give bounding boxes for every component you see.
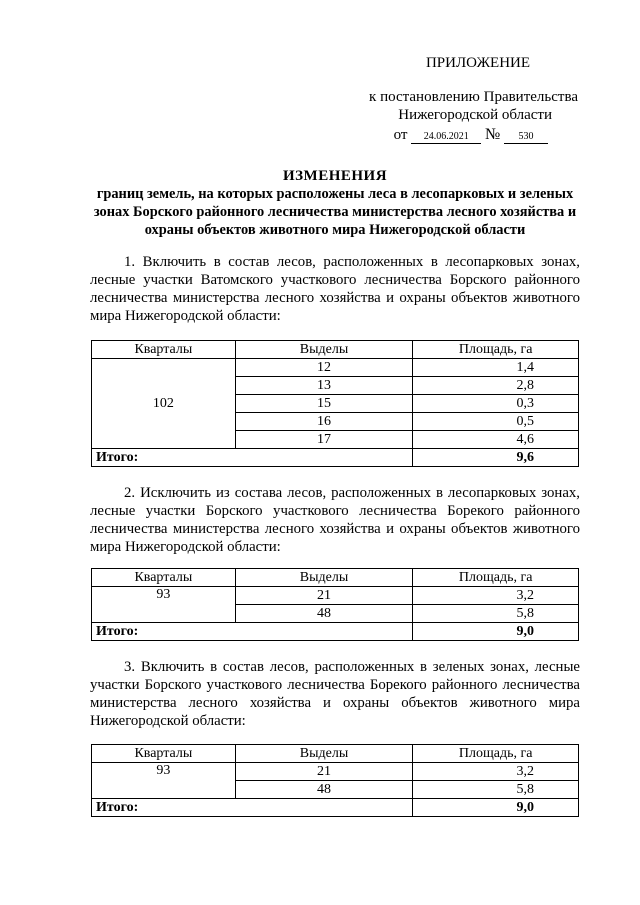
table-header-row — [92, 569, 579, 587]
plot-cell: 48 — [235, 781, 413, 799]
table-row — [92, 359, 579, 377]
table-header-row — [92, 341, 579, 359]
plot-cell: 12 — [235, 359, 413, 377]
header-plots: Выделы — [235, 745, 413, 763]
total-value: 9,0 — [413, 623, 579, 641]
quarter-cell: 93 — [92, 763, 236, 799]
plot-cell: 21 — [235, 587, 413, 605]
section-3-table — [91, 744, 579, 817]
table-row — [92, 587, 579, 605]
section-1-table — [91, 340, 579, 467]
plot-cell: 17 — [235, 431, 413, 449]
area-cell: 0,5 — [413, 413, 579, 431]
quarter-cell: 102 — [92, 359, 236, 449]
plot-cell: 48 — [235, 605, 413, 623]
area-cell: 4,6 — [413, 431, 579, 449]
appendix-from: от — [393, 127, 408, 143]
area-cell: 3,2 — [413, 763, 579, 781]
appendix-number-sign: № — [484, 126, 501, 143]
plot-cell: 16 — [235, 413, 413, 431]
total-label: Итого: — [92, 623, 413, 641]
appendix-date: 24.06.2021 — [411, 131, 481, 144]
area-cell: 5,8 — [413, 605, 579, 623]
section-1-text: 1. Включить в состав лесов, расположенных в лесопарковых зонах, лесные участки Ватомского участкового лесничества Борского районного лесничества министерства лесного хозяйства и охраны объектов животного мира Нижегородской области: — [90, 254, 580, 324]
header-quarters: Кварталы — [92, 341, 236, 359]
header-plots: Выделы — [235, 569, 413, 587]
total-label: Итого: — [92, 449, 413, 467]
area-cell: 3,2 — [413, 587, 579, 605]
header-quarters: Кварталы — [92, 745, 236, 763]
appendix-heading: ПРИЛОЖЕНИЕ — [425, 55, 531, 71]
table-total-row — [92, 449, 579, 467]
table-total-row — [92, 799, 579, 817]
title-subtitle: границ земель, на которых расположены леса в лесопарковых и зеленых зонах Борского районного лесничества министерства лесного хозяйства и охраны объектов животного мира Нижегородской области — [93, 186, 577, 238]
header-plots: Выделы — [235, 341, 413, 359]
total-value: 9,0 — [413, 799, 579, 817]
appendix-number: 530 — [504, 131, 548, 144]
appendix-line-1: к постановлению Правительства — [369, 89, 578, 105]
header-area: Площадь, га — [413, 341, 579, 359]
plot-cell: 15 — [235, 395, 413, 413]
plot-cell: 13 — [235, 377, 413, 395]
appendix-date-number — [338, 126, 578, 144]
header-area: Площадь, га — [413, 745, 579, 763]
area-cell: 1,4 — [413, 359, 579, 377]
total-value: 9,6 — [413, 449, 579, 467]
quarter-cell: 93 — [92, 587, 236, 623]
document-title — [90, 167, 580, 239]
section-2-text: 2. Исключить из состава лесов, расположенных в лесопарковых зонах, лесные участки Борского участкового лесничества Борекого районного лесничества министерства лесного хозяйства и охраны объектов животного мира Нижегородской области: — [90, 485, 580, 555]
appendix-block — [338, 54, 578, 144]
table-total-row — [92, 623, 579, 641]
table-header-row — [92, 745, 579, 763]
area-cell: 0,3 — [413, 395, 579, 413]
header-quarters: Кварталы — [92, 569, 236, 587]
title-main: ИЗМЕНЕНИЯ — [282, 168, 388, 184]
total-label: Итого: — [92, 799, 413, 817]
section-3-text: 3. Включить в состав лесов, расположенных в зеленых зонах, лесные участки Борского участкового лесничества Борекого районного лесничества министерства лесного хозяйства и охраны объектов животного мира Нижегородской области: — [90, 659, 580, 729]
header-area: Площадь, га — [413, 569, 579, 587]
table-row — [92, 763, 579, 781]
appendix-line-2: Нижегородской области — [398, 107, 552, 123]
area-cell: 5,8 — [413, 781, 579, 799]
section-2-table — [91, 568, 579, 641]
plot-cell: 21 — [235, 763, 413, 781]
area-cell: 2,8 — [413, 377, 579, 395]
